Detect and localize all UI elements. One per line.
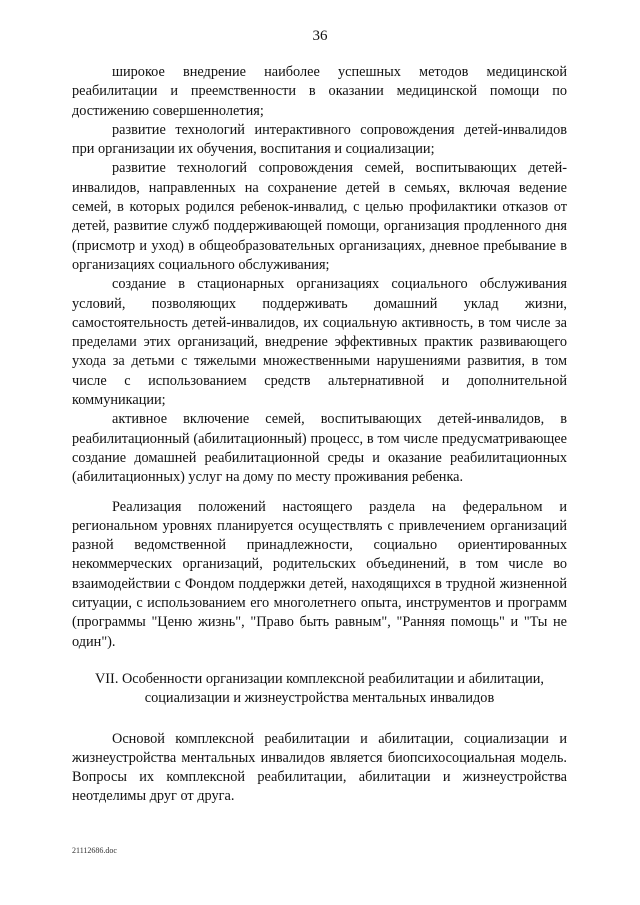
paragraph-7: Основой комплексной реабилитации и абилитации, социализации и жизнеустройства ментальных инвалидов является биопсихосоциальная модель. Вопросы их комплексной реабилитации, абилитации и жизнеустройства неотделимы друг от друга. xyxy=(72,730,567,805)
section-heading-line-1: VII. Особенности организации комплексной реабилитации и абилитации, xyxy=(94,670,545,687)
section-heading xyxy=(72,670,567,709)
page-number: 36 xyxy=(312,28,328,44)
section-heading-line-2: социализации и жизнеустройства ментальных инвалидов xyxy=(144,690,495,707)
document-body xyxy=(72,63,567,807)
paragraph-6: Реализация положений настоящего раздела на федеральном и региональном уровнях планируется осуществлять с привлечением организаций разной ведомственной принадлежности, социально ориентированных некоммерческих организаций, родительских объединений, в том числе во взаимодействии с Фондом поддержки детей, находящихся в трудной жизненной ситуации, с использованием его многолетнего опыта, инструментов и программ (программы "Ценю жизнь", "Право быть равным", "Ранняя помощь" и "Ты не один"). xyxy=(72,498,567,650)
paragraph-2: развитие технологий интерактивного сопровождения детей-инвалидов при организации их обучения, воспитания и социализации; xyxy=(72,121,567,158)
paragraph-1: широкое внедрение наиболее успешных методов медицинской реабилитации и преемственности в оказании медицинской помощи по достижению совершеннолетия; xyxy=(72,64,567,119)
paragraph-4: создание в стационарных организациях социального обслуживания условий, позволяющих поддерживать домашний уклад жизни, самостоятельность детей-инвалидов, их социальную активность, в том числе за пределами этих организаций, внедрение эффективных практик развивающего ухода за детьми с тяжелыми множественными нарушениями развития, в том числе с использованием средств альтернативной и дополнительной коммуникации; xyxy=(72,276,567,409)
document-filename: 21112686.doc xyxy=(72,846,117,855)
paragraph-5: активное включение семей, воспитывающих детей-инвалидов, в реабилитационный (абилитационный) процесс, в том числе предусматривающее создание домашней реабилитационной среды и оказание реабилитационных (абилитационных) услуг на дому по месту проживания ребенка. xyxy=(72,411,567,486)
paragraph-3: развитие технологий сопровождения семей, воспитывающих детей-инвалидов, направленных на сохранение детей в семьях, включая ведение семей, в которых родился ребенок-инвалид, с целью профилактики отказов от детей, развитие служб поддерживающей помощи, организация продленного дня (присмотр и уход) в общеобразовательных организациях, дневное пребывание в организациях социального обслуживания; xyxy=(72,160,567,273)
